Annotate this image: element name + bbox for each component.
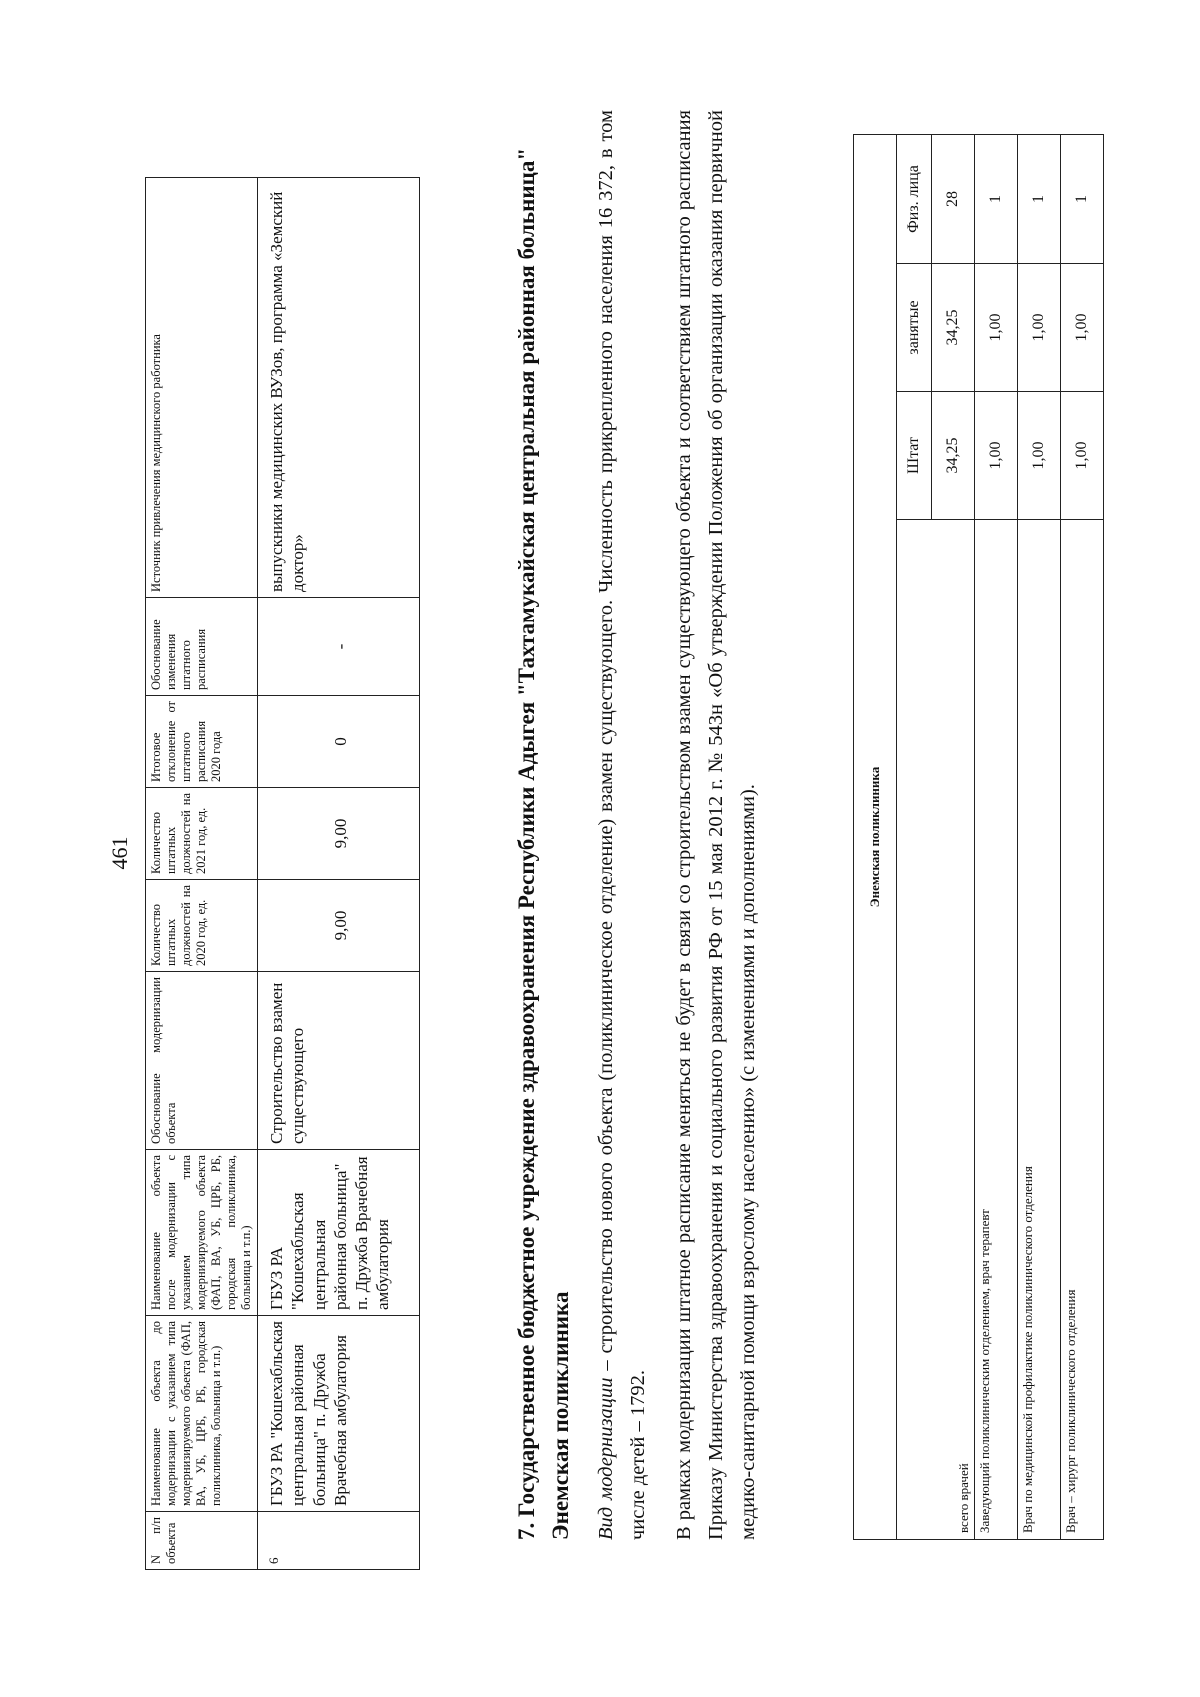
paragraph-text: – строительство нового объекта (поликлиническое отделение) взамен существующего. Численность прикрепленного населения 16 372, в том числе детей – 1792.	[595, 110, 649, 1540]
cell-n: 6	[258, 1512, 420, 1570]
header-cell-empty	[897, 520, 932, 1540]
header-cell: Источник привлечения медицинского работника	[146, 178, 258, 598]
header-cell: Количество штатных должностей на 2021 год, ед.	[146, 788, 258, 880]
row-name: Заведующий поликлиническим отделением, врач терапевт	[975, 520, 1018, 1540]
table-header-row	[146, 178, 258, 1570]
header-cell: Наименование объекта после модернизации с указанием типа модернизируемого объекта (ФАП, ВА, УБ, ЦРБ, РБ, городская поликлиника, больница и т.п.)	[146, 1150, 258, 1316]
row-shtat: 34,25	[932, 392, 975, 520]
paragraph-staffing: В рамках модернизации штатное расписание меняться не будет в связи со строительством взамен существующего объекта и соответствием штатного расписания Приказу Министерства здравоохранения и социального развития РФ от 15 мая 2012 г. № 543н «Об утверждении Положения об организации оказания первичной медико-санитарной помощи взрослому населению» (с изменениями и дополнениями).	[673, 110, 759, 1540]
row-fiz: 1	[1018, 135, 1061, 264]
row-zanyatye: 1,00	[975, 264, 1018, 392]
cell-source: выпускники медицинских ВУЗов, программа «Земский доктор»	[258, 178, 420, 598]
header-cell: Количество штатных должностей на 2020 год, ед.	[146, 880, 258, 972]
header-cell: Итоговое отклонение от штатного расписания 2020 года	[146, 696, 258, 788]
header-cell: Физ. лица	[897, 135, 932, 264]
table-row	[258, 178, 420, 1570]
paragraph-lead: Вид модернизации	[595, 1377, 617, 1540]
cell-staff-2020: 9,00	[258, 880, 420, 972]
header-cell: N п/п объекта	[146, 1512, 258, 1570]
row-shtat: 1,00	[1018, 392, 1061, 520]
polyclinic-table	[853, 134, 1104, 1540]
cell-before: ГБУЗ РА "Кошехабльская центральная районная больница" п. Дружба Врачебная амбулатория	[258, 1316, 420, 1512]
cell-reason: Строительство взамен существующего	[258, 972, 420, 1150]
row-fiz: 1	[975, 135, 1018, 264]
row-zanyatye: 1,00	[1018, 264, 1061, 392]
header-cell: Штат	[897, 392, 932, 520]
header-cell: Наименование объекта до модернизации с указанием типа модернизируемого объекта (ФАП, ВА, УБ, ЦРБ, РБ, городская поликлиника, больница и т.п.)	[146, 1316, 258, 1512]
row-zanyatye: 1,00	[1061, 264, 1104, 392]
table-caption: Энемская поликлиника	[854, 135, 897, 1540]
cell-staff-2021: 9,00	[258, 788, 420, 880]
page-number: 461	[107, 836, 132, 870]
table-row	[932, 135, 975, 1540]
modernization-table	[145, 177, 420, 1570]
row-name: Врач – хирург поликлинического отделения	[1061, 520, 1104, 1540]
table-row	[975, 135, 1018, 1540]
row-name: всего врачей	[932, 520, 975, 1540]
header-cell: занятые	[897, 264, 932, 392]
cell-after: ГБУЗ РА "Кошехабльская центральная районная больница" п. Дружба Врачебная амбулатория	[258, 1150, 420, 1316]
section-heading: 7. Государственное бюджетное учреждение здравоохранения Республики Адыгея "Тахтамукайская центральная районная больница" Энемская поликлиника	[514, 147, 573, 1540]
header-cell: Обоснование изменения штатного расписания	[146, 598, 258, 696]
cell-deviation: 0	[258, 696, 420, 788]
row-fiz: 28	[932, 135, 975, 264]
table-caption-row	[854, 135, 897, 1540]
cell-change-reason: -	[258, 598, 420, 696]
header-cell: Обоснование модернизации объекта	[146, 972, 258, 1150]
table-header-row	[897, 135, 932, 1540]
table-row	[1018, 135, 1061, 1540]
row-name: Врач по медицинской профилактике поликлинического отделения	[1018, 520, 1061, 1540]
row-shtat: 1,00	[975, 392, 1018, 520]
table-row	[1061, 135, 1104, 1540]
row-shtat: 1,00	[1061, 392, 1104, 520]
row-zanyatye: 34,25	[932, 264, 975, 392]
paragraph-modernization-type	[590, 110, 654, 1540]
row-fiz: 1	[1061, 135, 1104, 264]
